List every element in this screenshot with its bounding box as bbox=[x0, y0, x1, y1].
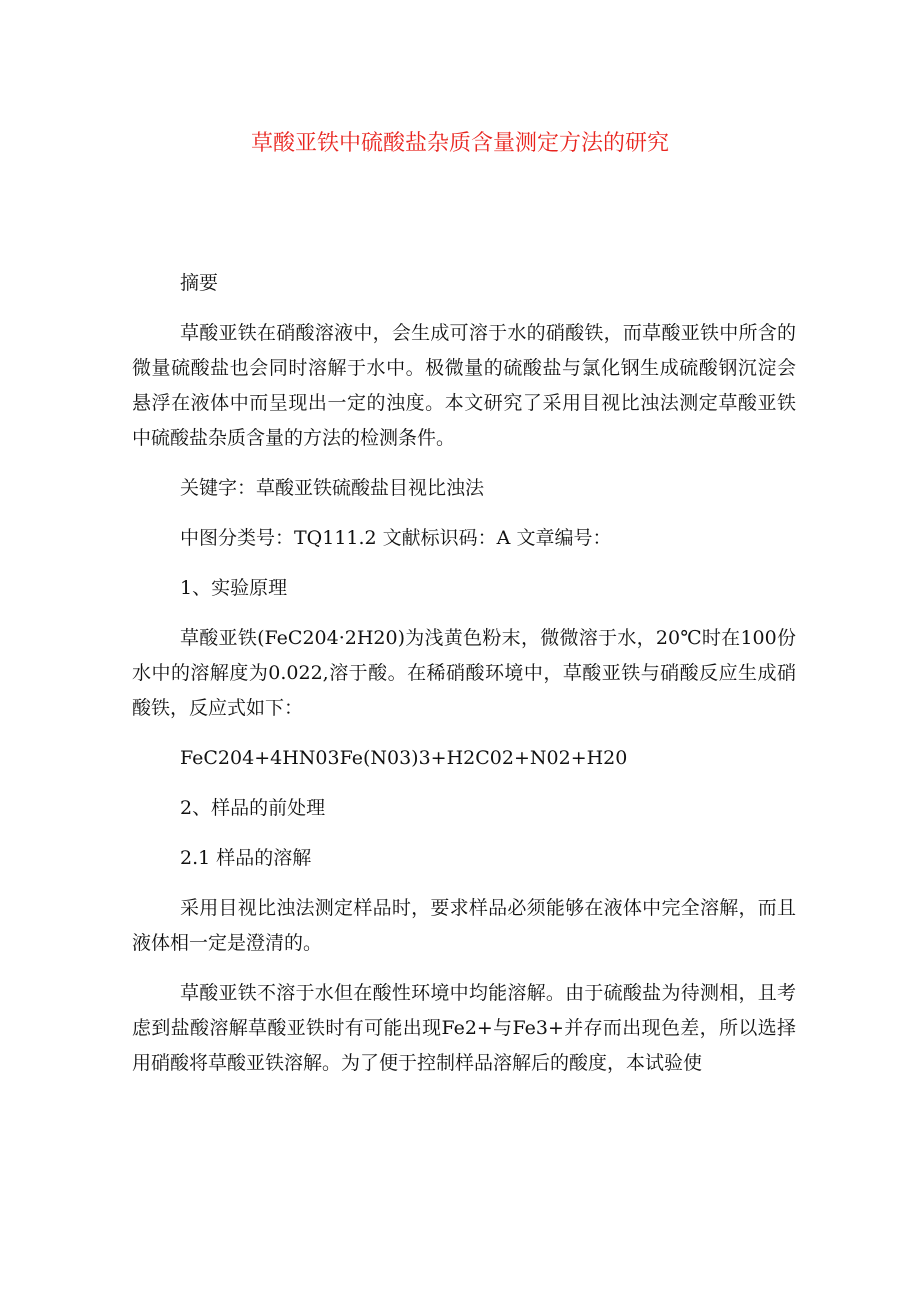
document-title: 草酸亚铁中硫酸盐杂质含量测定方法的研究 bbox=[250, 131, 669, 156]
section-1-paragraph: 草酸亚铁(FeC204·2H20)为浅黄色粉末，微微溶于水，20℃时在100份水中的溶解度为0.022,溶于酸。在稀硝酸环境中，草酸亚铁与硝酸反应生成硝酸铁，反应式如下： bbox=[132, 627, 796, 719]
classification-line: 中图分类号：TQ111.2 文献标识码：A 文章编号： bbox=[180, 527, 612, 549]
reaction-equation: FeC204+4HN03Fe(N03)3+H2C02+N02+H20 bbox=[180, 747, 628, 769]
abstract-paragraph: 草酸亚铁在硝酸溶液中，会生成可溶于水的硝酸铁，而草酸亚铁中所含的微量硫酸盐也会同时溶解于水中。极微量的硫酸盐与氯化钢生成硫酸钢沉淀会悬浮在液体中而呈现出一定的浊度。本文研究了采用目视比浊法测定草酸亚铁中硫酸盐杂质含量的方法的检测条件。 bbox=[132, 322, 796, 449]
section-2-heading: 2、样品的前处理 bbox=[180, 797, 326, 819]
section-2-1-paragraph-2: 草酸亚铁不溶于水但在酸性环境中均能溶解。由于硫酸盐为待测相，且考虑到盐酸溶解草酸亚铁时有可能出现Fe2+与Fe3+并存而出现色差，所以选择用硝酸将草酸亚铁溶解。为了便于控制样品溶解后的酸度，本试验使 bbox=[132, 982, 796, 1074]
section-2-1-heading: 2.1 样品的溶解 bbox=[180, 847, 312, 869]
keywords-line: 关键字：草酸亚铁硫酸盐目视比浊法 bbox=[180, 477, 485, 499]
section-2-1-paragraph: 采用目视比浊法测定样品时，要求样品必须能够在液体中完全溶解，而且液体相一定是澄清的。 bbox=[132, 897, 796, 954]
section-1-heading: 1、实验原理 bbox=[180, 577, 288, 599]
abstract-heading: 摘要 bbox=[180, 272, 219, 294]
document-body bbox=[132, 266, 796, 1096]
